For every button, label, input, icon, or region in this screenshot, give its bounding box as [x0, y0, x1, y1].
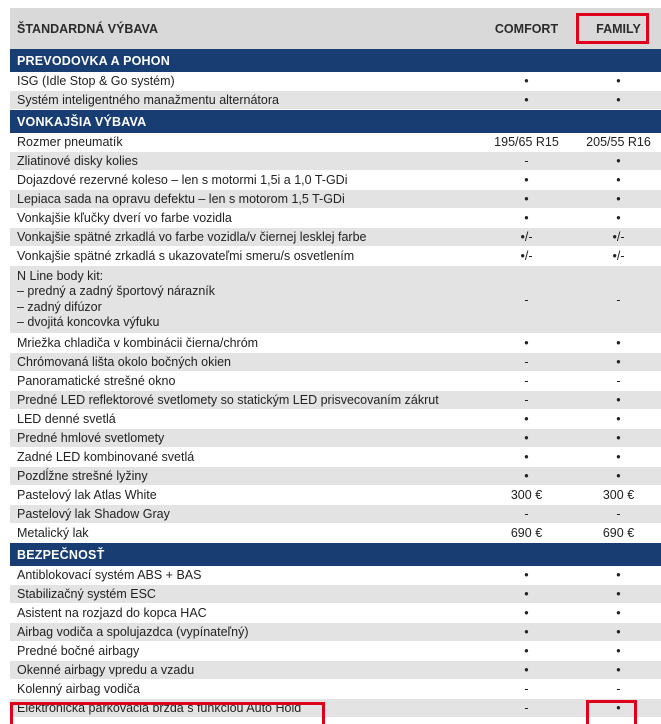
- comfort-value: •: [524, 663, 529, 677]
- table-row: [10, 152, 661, 171]
- family-value: •: [616, 192, 621, 206]
- feature-label: ISG (Idle Stop & Go systém): [17, 74, 175, 88]
- family-value: -: [616, 507, 621, 521]
- table-row: [10, 91, 661, 110]
- table-row: [10, 623, 661, 642]
- table-row: [10, 467, 661, 486]
- comfort-value: •: [524, 606, 529, 620]
- family-value: •: [616, 431, 621, 445]
- feature-label-line: – zadný difúzor: [17, 299, 102, 314]
- family-value: -: [616, 682, 621, 696]
- comfort-value: •: [524, 431, 529, 445]
- comfort-value: -: [524, 701, 529, 715]
- feature-label: Predné bočné airbagy: [17, 644, 140, 658]
- feature-label: Zadné LED kombinované svetlá: [17, 450, 195, 464]
- table-row: [10, 247, 661, 266]
- table-row: [10, 209, 661, 228]
- table-row: [10, 334, 661, 353]
- family-value: •: [616, 336, 621, 350]
- comfort-value: •: [524, 568, 529, 582]
- table-row: [10, 486, 661, 505]
- comfort-value: •: [524, 625, 529, 639]
- feature-label: Vonkajšie spätné zrkadlá s ukazovateľmi smeru/s osvetlením: [17, 249, 355, 263]
- comfort-value: 690 €: [510, 526, 543, 540]
- table-body: [10, 49, 661, 718]
- comfort-value: -: [524, 393, 529, 407]
- comfort-value: -: [524, 355, 529, 369]
- header-comfort: COMFORT: [494, 21, 559, 36]
- family-value: •/-: [612, 230, 625, 244]
- feature-label: Dojazdové rezervné koleso – len s motormi 1,5i a 1,0 T-GDi: [17, 173, 348, 187]
- family-value: •: [616, 606, 621, 620]
- table-row: [10, 505, 661, 524]
- family-value: 690 €: [602, 526, 635, 540]
- comfort-value: 300 €: [510, 488, 543, 502]
- family-value: •: [616, 393, 621, 407]
- table-row: [10, 190, 661, 209]
- feature-label: [10, 269, 477, 331]
- table-row: [10, 661, 661, 680]
- table-row: [10, 585, 661, 604]
- family-value: •: [616, 625, 621, 639]
- family-value: •: [616, 154, 621, 168]
- family-value: 300 €: [602, 488, 635, 502]
- family-value: -: [616, 374, 621, 388]
- comfort-value: •: [524, 173, 529, 187]
- spec-table: [10, 8, 661, 718]
- table-row: [10, 429, 661, 448]
- feature-label: Pastelový lak Shadow Gray: [17, 507, 170, 521]
- comfort-value: •/-: [520, 230, 533, 244]
- feature-label: Antiblokovací systém ABS + BAS: [17, 568, 202, 582]
- family-value: -: [616, 292, 621, 307]
- table-row: [10, 524, 661, 543]
- feature-label: Mriežka chladiča v kombinácii čierna/chróm: [17, 336, 259, 350]
- comfort-value: -: [524, 682, 529, 696]
- comfort-value: -: [524, 154, 529, 168]
- comfort-value: •/-: [520, 249, 533, 263]
- feature-label: Elektronická parkovacia brzda s funkciou Auto Hold: [17, 701, 302, 715]
- feature-label: Vonkajšie spätné zrkadlá vo farbe vozidla/v čiernej lesklej farbe: [17, 230, 367, 244]
- comfort-value: •: [524, 93, 529, 107]
- header-family: FAMILY: [596, 21, 641, 36]
- table-row: [10, 171, 661, 190]
- feature-label: Pastelový lak Atlas White: [17, 488, 157, 502]
- feature-label: Systém inteligentného manažmentu alternátora: [17, 93, 279, 107]
- feature-label-line: N Line body kit:: [17, 268, 104, 283]
- feature-label: LED denné svetlá: [17, 412, 116, 426]
- feature-label: Kolenný airbag vodiča: [17, 682, 140, 696]
- family-value: •: [616, 74, 621, 88]
- family-value: •: [616, 450, 621, 464]
- family-value: •: [616, 663, 621, 677]
- feature-label: Predné LED reflektorové svetlomety so statickým LED prisvecovaním zákrut: [17, 393, 439, 407]
- family-value: •: [616, 701, 621, 715]
- table-row: [10, 642, 661, 661]
- family-value: •: [616, 173, 621, 187]
- feature-label: Pozdĺžne strešné lyžiny: [17, 469, 148, 483]
- table-row: [10, 680, 661, 699]
- feature-label: Predné hmlové svetlomety: [17, 431, 165, 445]
- comfort-value: -: [524, 507, 529, 521]
- table-row: [10, 410, 661, 429]
- family-value: •: [616, 469, 621, 483]
- table-row: [10, 133, 661, 152]
- feature-label-line: – predný a zadný športový nárazník: [17, 284, 216, 298]
- family-value: •: [616, 587, 621, 601]
- comfort-value: •: [524, 644, 529, 658]
- comfort-value: -: [524, 292, 529, 307]
- family-value: •: [616, 412, 621, 426]
- table-row: [10, 448, 661, 467]
- table-row: [10, 391, 661, 410]
- feature-label: Okenné airbagy vpredu a vzadu: [17, 663, 195, 677]
- comfort-value: •: [524, 412, 529, 426]
- feature-label: Rozmer pneumatík: [17, 135, 123, 149]
- feature-label: Zliatinové disky kolies: [17, 154, 138, 168]
- comfort-value: •: [524, 469, 529, 483]
- feature-label: Panoramatické strešné okno: [17, 374, 176, 388]
- family-value: •: [616, 211, 621, 225]
- feature-label: Stabilizačný systém ESC: [17, 587, 156, 601]
- feature-label-line: – dvojitá koncovka výfuku: [17, 315, 160, 329]
- table-row: [10, 604, 661, 623]
- comfort-value: 195/65 R15: [494, 135, 559, 149]
- table-row: [10, 566, 661, 585]
- feature-label: Lepiaca sada na opravu defektu – len s motorom 1,5 T-GDi: [17, 192, 345, 206]
- table-row: [10, 372, 661, 391]
- table-row: [10, 266, 661, 334]
- table-row: [10, 353, 661, 372]
- family-value: •/-: [612, 249, 625, 263]
- family-value: 205/55 R16: [586, 135, 651, 149]
- header-title: ŠTANDARDNÁ VÝBAVA: [17, 21, 158, 36]
- feature-label: Airbag vodiča a spolujazdca (vypínateľný): [17, 625, 249, 639]
- comfort-value: •: [524, 336, 529, 350]
- feature-label: Chrómovaná lišta okolo bočných okien: [17, 355, 232, 369]
- section-header: BEZPEČNOSŤ: [10, 543, 661, 566]
- comfort-value: •: [524, 74, 529, 88]
- comfort-value: •: [524, 211, 529, 225]
- comfort-value: •: [524, 587, 529, 601]
- comfort-value: -: [524, 374, 529, 388]
- family-value: •: [616, 93, 621, 107]
- comfort-value: •: [524, 192, 529, 206]
- section-header: VONKAJŠIA VÝBAVA: [10, 110, 661, 133]
- feature-label: Metalický lak: [17, 526, 89, 540]
- table-header: [10, 8, 661, 49]
- table-row: [10, 72, 661, 91]
- family-value: •: [616, 355, 621, 369]
- table-row: [10, 699, 661, 718]
- family-value: •: [616, 568, 621, 582]
- feature-label: Vonkajšie kľučky dverí vo farbe vozidla: [17, 211, 232, 225]
- section-header: PREVODOVKA A POHON: [10, 49, 661, 72]
- feature-label: Asistent na rozjazd do kopca HAC: [17, 606, 207, 620]
- comfort-value: •: [524, 450, 529, 464]
- family-value: •: [616, 644, 621, 658]
- table-row: [10, 228, 661, 247]
